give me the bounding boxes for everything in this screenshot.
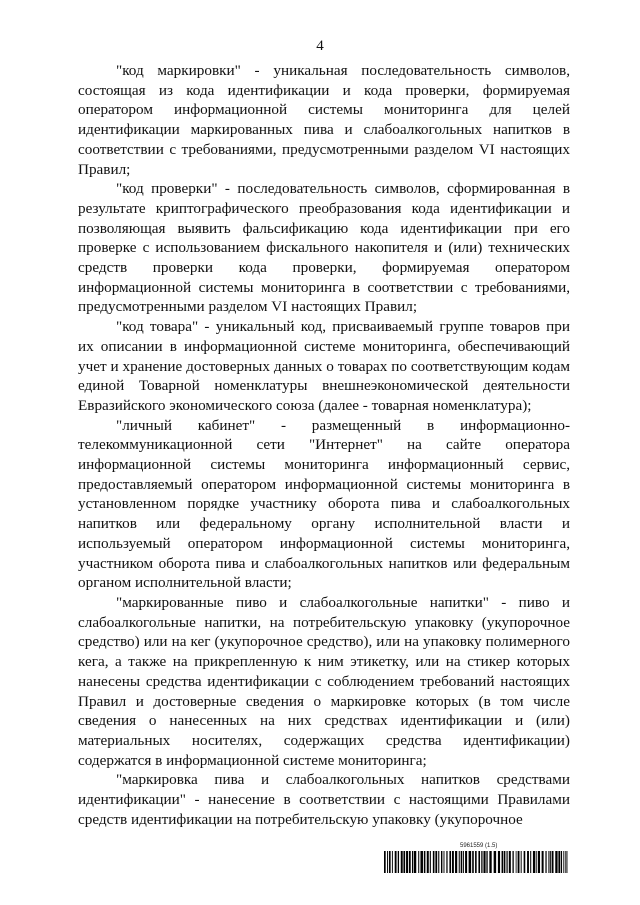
definition-paragraph: "код маркировки" - уникальная последовательность символов, состоящая из кода идентификации и кода проверки, формируемая оператором информационной системы мониторинга для целей идентификации маркированных пива и слабоалкогольных напитков в соответствии с требованиями, предусмотренными разделом VI настоящих Правил;	[78, 62, 570, 178]
definition-paragraph: "личный кабинет" - размещенный в информационно-телекоммуникационной сети "Интернет" на сайте оператора информационной системы мониторинга информационный сервис, предоставляемый оператором информационной системы мониторинга в установленном порядке участнику оборота пива и слабоалкогольных напитков или федеральному органу исполнительной власти и используемый оператором информационной системы мониторинга, участником оборота пива и слабоалкогольных напитков или федеральным органом исполнительной власти;	[78, 416, 570, 592]
barcode-label: 5961559 (1.5)	[460, 843, 498, 849]
definition-paragraph: "код проверки" - последовательность символов, сформированная в результате криптографического преобразования кода идентификации и позволяющая выявить фальсификацию кода идентификации при его проверке с использованием фискального накопителя и (или) технических средств проверки кода проверки, формируемая оператором информационной системы мониторинга в соответствии с требованиями, предусмотренными разделом VI настоящих Правил;	[78, 180, 570, 316]
page-number: 4	[316, 38, 324, 54]
definition-paragraph: "маркированные пиво и слабоалкогольные напитки" - пиво и слабоалкогольные напитки, на потребительскую упаковку (укупорочное средство) или на кег (укупорочное средство), или на упаковку полимерного кега, а также на прикрепленную к ним этикетку, или на стикер которых нанесены средства идентификации с соблюдением требований настоящих Правил и достоверные сведения о маркировке которых (в том числе сведения о нанесенных на них средствах идентификации и (или) материальных носителях, содержащих средства идентификации) содержатся в информационной системе мониторинга;	[78, 593, 570, 769]
definition-paragraph: "код товара" - уникальный код, присваиваемый группе товаров при их описании в информационной системе мониторинга, обеспечивающий учет и хранение достоверных данных о товарах по соответствующим кодам единой Товарной номенклатуры внешнеэкономической деятельности Евразийского экономического союза (далее - товарная номенклатура);	[78, 318, 570, 414]
definition-paragraph: "маркировка пива и слабоалкогольных напитков средствами идентификации" - нанесение в соответствии с настоящими Правилами средств идентификации на потребительскую упаковку (укупорочное	[78, 771, 570, 828]
document-body	[78, 61, 570, 829]
barcode-icon	[384, 851, 568, 873]
